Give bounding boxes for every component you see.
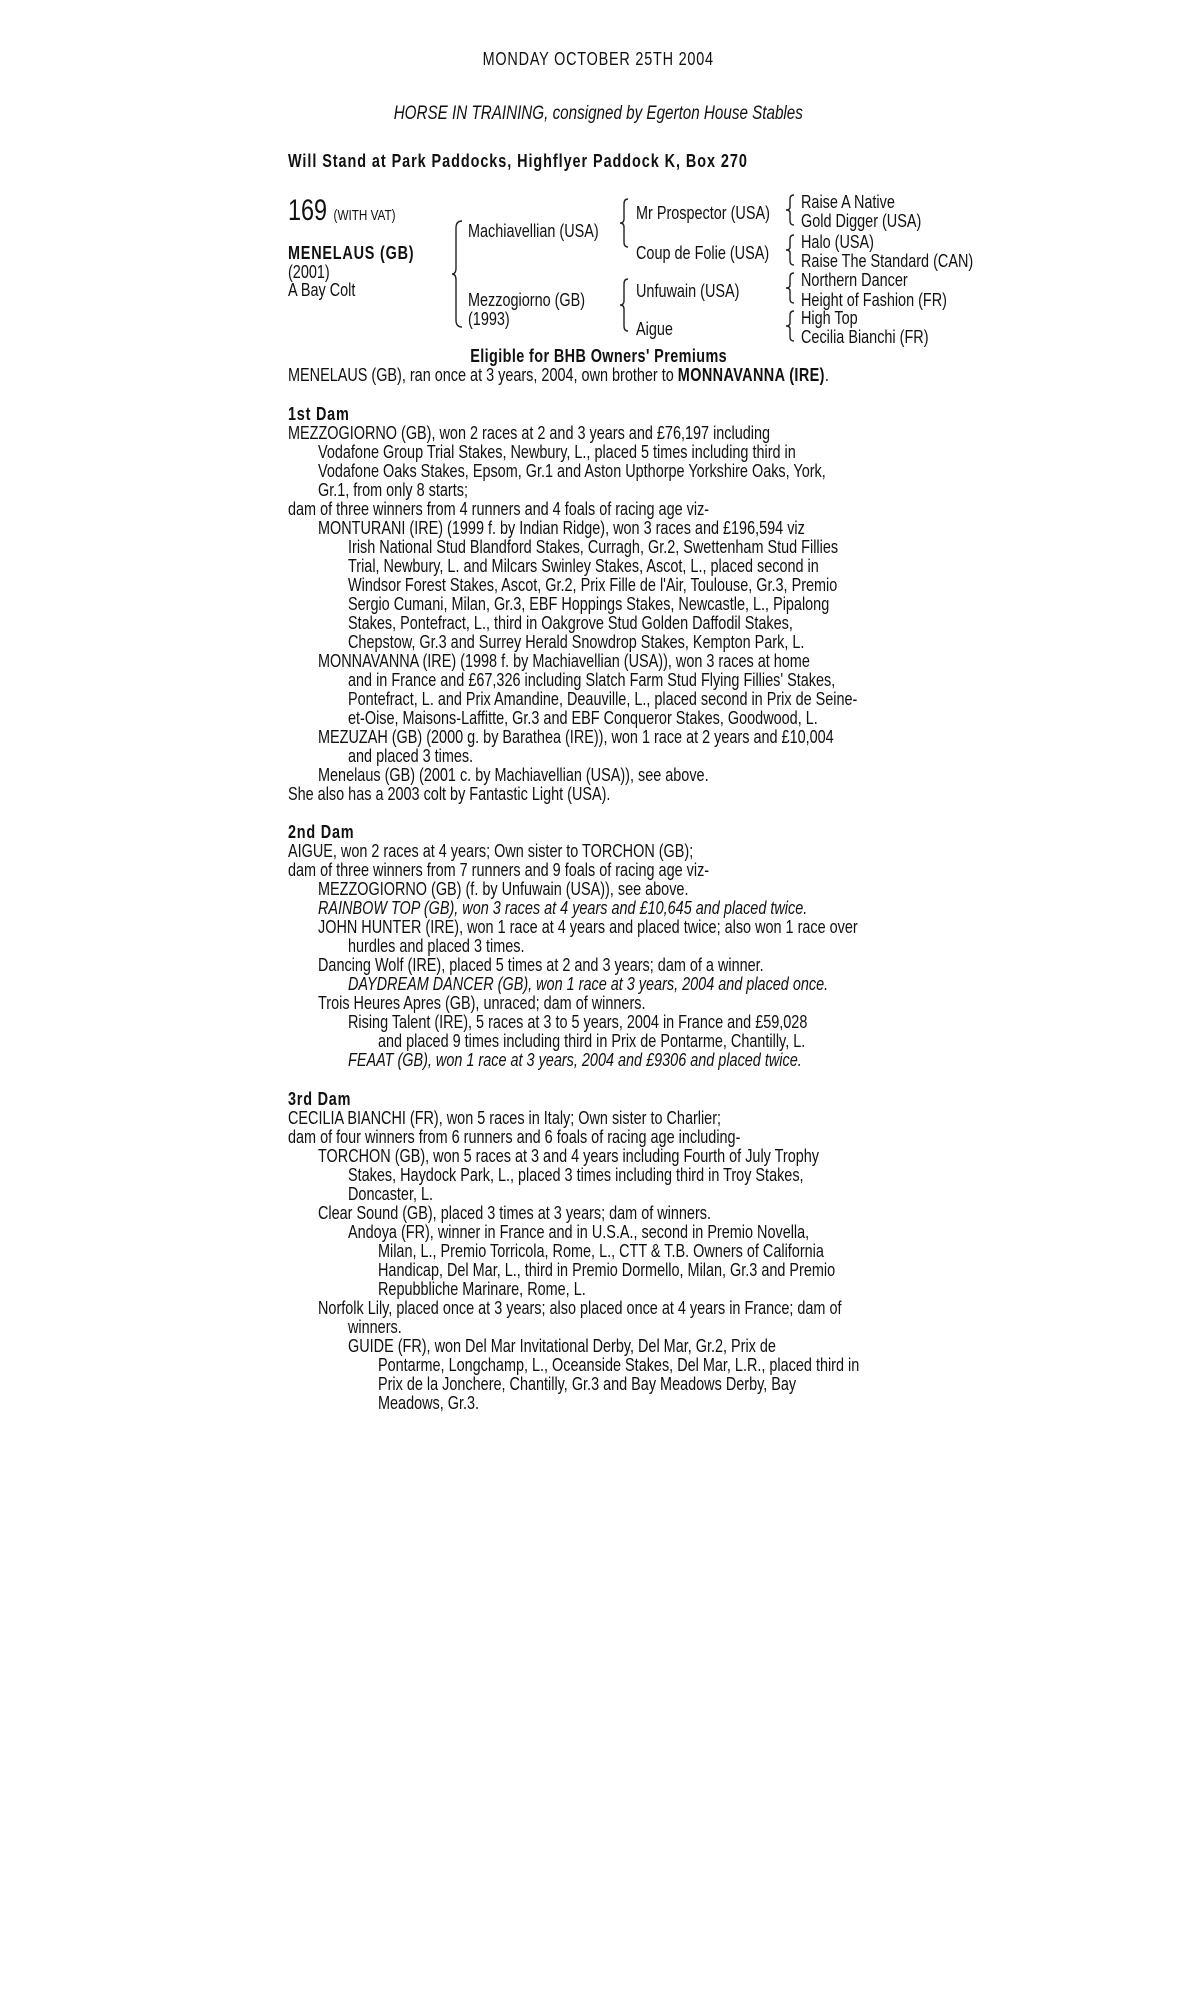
- ggp-brace-3: [786, 272, 796, 304]
- text-line: Prix de la Jonchere, Chantilly, Gr.3 and Bay Meadows Derby, Bay: [378, 1373, 797, 1394]
- section-heading: 1st Dam: [288, 403, 350, 424]
- pedigree-dam-year: (1993): [468, 308, 510, 329]
- text-line: Irish National Stud Blandford Stakes, Curragh, Gr.2, Swettenham Stud Fillies: [348, 536, 839, 557]
- text-line: Sergio Cumani, Milan, Gr.3, EBF Hoppings Stakes, Newcastle, L., Pipalong: [348, 593, 830, 614]
- sale-date: MONDAY OCTOBER 25TH 2004: [482, 48, 715, 69]
- text-line: Vodafone Oaks Stakes, Epsom, Gr.1 and Aston Upthorpe Yorkshire Oaks, York,: [318, 460, 826, 481]
- text-line: Windsor Forest Stakes, Ascot, Gr.2, Prix Fille de l'Air, Toulouse, Gr.3, Premio: [348, 574, 838, 595]
- ggp-6: Height of Fashion (FR): [801, 289, 947, 310]
- consignment-line: HORSE IN TRAINING, consigned by Egerton House Stables: [393, 102, 804, 124]
- intro-text: MENELAUS (GB), ran once at 3 years, 2004, own brother to: [288, 364, 678, 385]
- text-line: Rising Talent (IRE), 5 races at 3 to 5 years, 2004 in France and £59,028: [348, 1011, 808, 1032]
- text-line: MONTURANI (IRE) (1999 f. by Indian Ridge), won 3 races and £196,594 viz: [318, 517, 805, 538]
- intro-end: .: [824, 364, 829, 385]
- text-line: Trois Heures Apres (GB), unraced; dam of winners.: [318, 992, 646, 1013]
- pedigree-sire: Machiavellian (USA): [468, 220, 599, 241]
- horse-year: (2001): [288, 261, 330, 282]
- ggp-8: Cecilia Bianchi (FR): [801, 326, 929, 347]
- pedigree-sire-sire: Mr Prospector (USA): [636, 202, 770, 223]
- text-line: Stakes, Pontefract, L., third in Oakgrove Stud Golden Daffodil Stakes,: [348, 612, 793, 633]
- text-line: et-Oise, Maisons-Laffitte, Gr.3 and EBF Conqueror Stakes, Goodwood, L.: [348, 707, 818, 728]
- text-line: Norfolk Lily, placed once at 3 years; also placed once at 4 years in France; dam of: [318, 1297, 842, 1318]
- lot-number: 169: [288, 194, 328, 227]
- text-line: dam of four winners from 6 runners and 6 foals of racing age including-: [288, 1126, 741, 1147]
- text-line: Repubbliche Marinare, Rome, L.: [378, 1278, 586, 1299]
- text-line: and placed 9 times including third in Prix de Pontarme, Chantilly, L.: [378, 1030, 806, 1051]
- text-line: Milan, L., Premio Torricola, Rome, L., CTT & T.B. Owners of California: [378, 1240, 824, 1261]
- text-line: MEZZOGIORNO (GB), won 2 races at 2 and 3 years and £76,197 including: [288, 422, 771, 443]
- section-heading: 2nd Dam: [288, 821, 355, 842]
- text-line: MEZUZAH (GB) (2000 g. by Barathea (IRE)), won 1 race at 2 years and £10,004: [318, 726, 834, 747]
- pedigree-dam: Mezzogiorno (GB): [468, 289, 586, 310]
- intro-bold: MONNAVANNA (IRE): [677, 364, 825, 385]
- text-line: Stakes, Haydock Park, L., placed 3 times including third in Troy Stakes,: [348, 1164, 804, 1185]
- text-line: Chepstow, Gr.3 and Surrey Herald Snowdrop Stakes, Kempton Park, L.: [348, 631, 805, 652]
- ggp-3: Halo (USA): [801, 231, 874, 252]
- pedigree-main-brace: [452, 220, 464, 328]
- first-dam-section: [288, 404, 1088, 803]
- text-line: Gr.1, from only 8 starts;: [318, 479, 468, 500]
- text-line: hurdles and placed 3 times.: [348, 935, 525, 956]
- text-line: Andoya (FR), winner in France and in U.S.A., second in Premio Novella,: [348, 1221, 810, 1242]
- pedigree-sire-dam: Coup de Folie (USA): [636, 242, 770, 263]
- text-line: JOHN HUNTER (IRE), won 1 race at 4 years and placed twice; also won 1 race over: [318, 916, 858, 937]
- text-line: She also has a 2003 colt by Fantastic Light (USA).: [288, 783, 611, 804]
- text-line: RAINBOW TOP (GB), won 3 races at 4 years and £10,645 and placed twice.: [318, 897, 808, 918]
- vat-note: (WITH VAT): [333, 207, 396, 224]
- text-line: Menelaus (GB) (2001 c. by Machiavellian (USA)), see above.: [318, 764, 709, 785]
- ggp-1: Raise A Native: [801, 191, 895, 212]
- text-line: Doncaster, L.: [348, 1183, 434, 1204]
- premiums-note: Eligible for BHB Owners' Premiums: [470, 345, 727, 366]
- ggp-5: Northern Dancer: [801, 269, 908, 290]
- text-line: and in France and £67,326 including Slatch Farm Stud Flying Fillies' Stakes,: [348, 669, 836, 690]
- text-line: CECILIA BIANCHI (FR), won 5 races in Italy; Own sister to Charlier;: [288, 1107, 722, 1128]
- section-heading: 3rd Dam: [288, 1088, 352, 1109]
- text-line: Dancing Wolf (IRE), placed 5 times at 2 and 3 years; dam of a winner.: [318, 954, 764, 975]
- lot-number-row: [288, 195, 426, 232]
- ggp-brace-4: [786, 310, 796, 342]
- ggp-4: Raise The Standard (CAN): [801, 250, 974, 271]
- text-line: Vodafone Group Trial Stakes, Newbury, L., placed 5 times including third in: [318, 441, 796, 462]
- text-line: FEAAT (GB), won 1 race at 3 years, 2004 and £9306 and placed twice.: [348, 1049, 802, 1070]
- text-line: Pontarme, Longchamp, L., Oceanside Stakes, Del Mar, L.R., placed third in: [378, 1354, 860, 1375]
- text-line: Meadows, Gr.3.: [378, 1392, 480, 1413]
- pedigree-dam-dam: Aigue: [636, 318, 673, 339]
- stable-location: Will Stand at Park Paddocks, Highflyer Paddock K, Box 270: [288, 150, 748, 171]
- text-line: dam of three winners from 4 runners and 4 foals of racing age viz-: [288, 498, 710, 519]
- text-line: MONNAVANNA (IRE) (1998 f. by Machiavellian (USA)), won 3 races at home: [318, 650, 810, 671]
- second-dam-section: [288, 822, 1088, 1069]
- text-line: AIGUE, won 2 races at 4 years; Own sister to TORCHON (GB);: [288, 840, 694, 861]
- text-line: TORCHON (GB), won 5 races at 3 and 4 years including Fourth of July Trophy: [318, 1145, 819, 1166]
- pedigree-dam-sire: Unfuwain (USA): [636, 280, 740, 301]
- text-line: dam of three winners from 7 runners and 9 foals of racing age viz-: [288, 859, 710, 880]
- text-line: DAYDREAM DANCER (GB), won 1 race at 3 years, 2004 and placed once.: [348, 973, 829, 994]
- ggp-2: Gold Digger (USA): [801, 210, 922, 231]
- ggp-7: High Top: [801, 307, 858, 328]
- text-line: GUIDE (FR), won Del Mar Invitational Derby, Del Mar, Gr.2, Prix de: [348, 1335, 776, 1356]
- text-line: and placed 3 times.: [348, 745, 474, 766]
- text-line: Pontefract, L. and Prix Amandine, Deauville, L., placed second in Prix de Seine-: [348, 688, 858, 709]
- intro-line: [288, 365, 981, 384]
- horse-name: MENELAUS (GB): [288, 242, 415, 263]
- text-line: Clear Sound (GB), placed 3 times at 3 years; dam of winners.: [318, 1202, 711, 1223]
- text-line: winners.: [348, 1316, 402, 1337]
- dam-brace: [620, 278, 630, 332]
- text-line: MEZZOGIORNO (GB) (f. by Unfuwain (USA)), see above.: [318, 878, 689, 899]
- horse-description: A Bay Colt: [288, 279, 356, 300]
- text-line: Trial, Newbury, L. and Milcars Swinley Stakes, Ascot, L., placed second in: [348, 555, 819, 576]
- third-dam-section: [288, 1089, 1088, 1412]
- text-line: Handicap, Del Mar, L., third in Premio Dormello, Milan, Gr.3 and Premio: [378, 1259, 836, 1280]
